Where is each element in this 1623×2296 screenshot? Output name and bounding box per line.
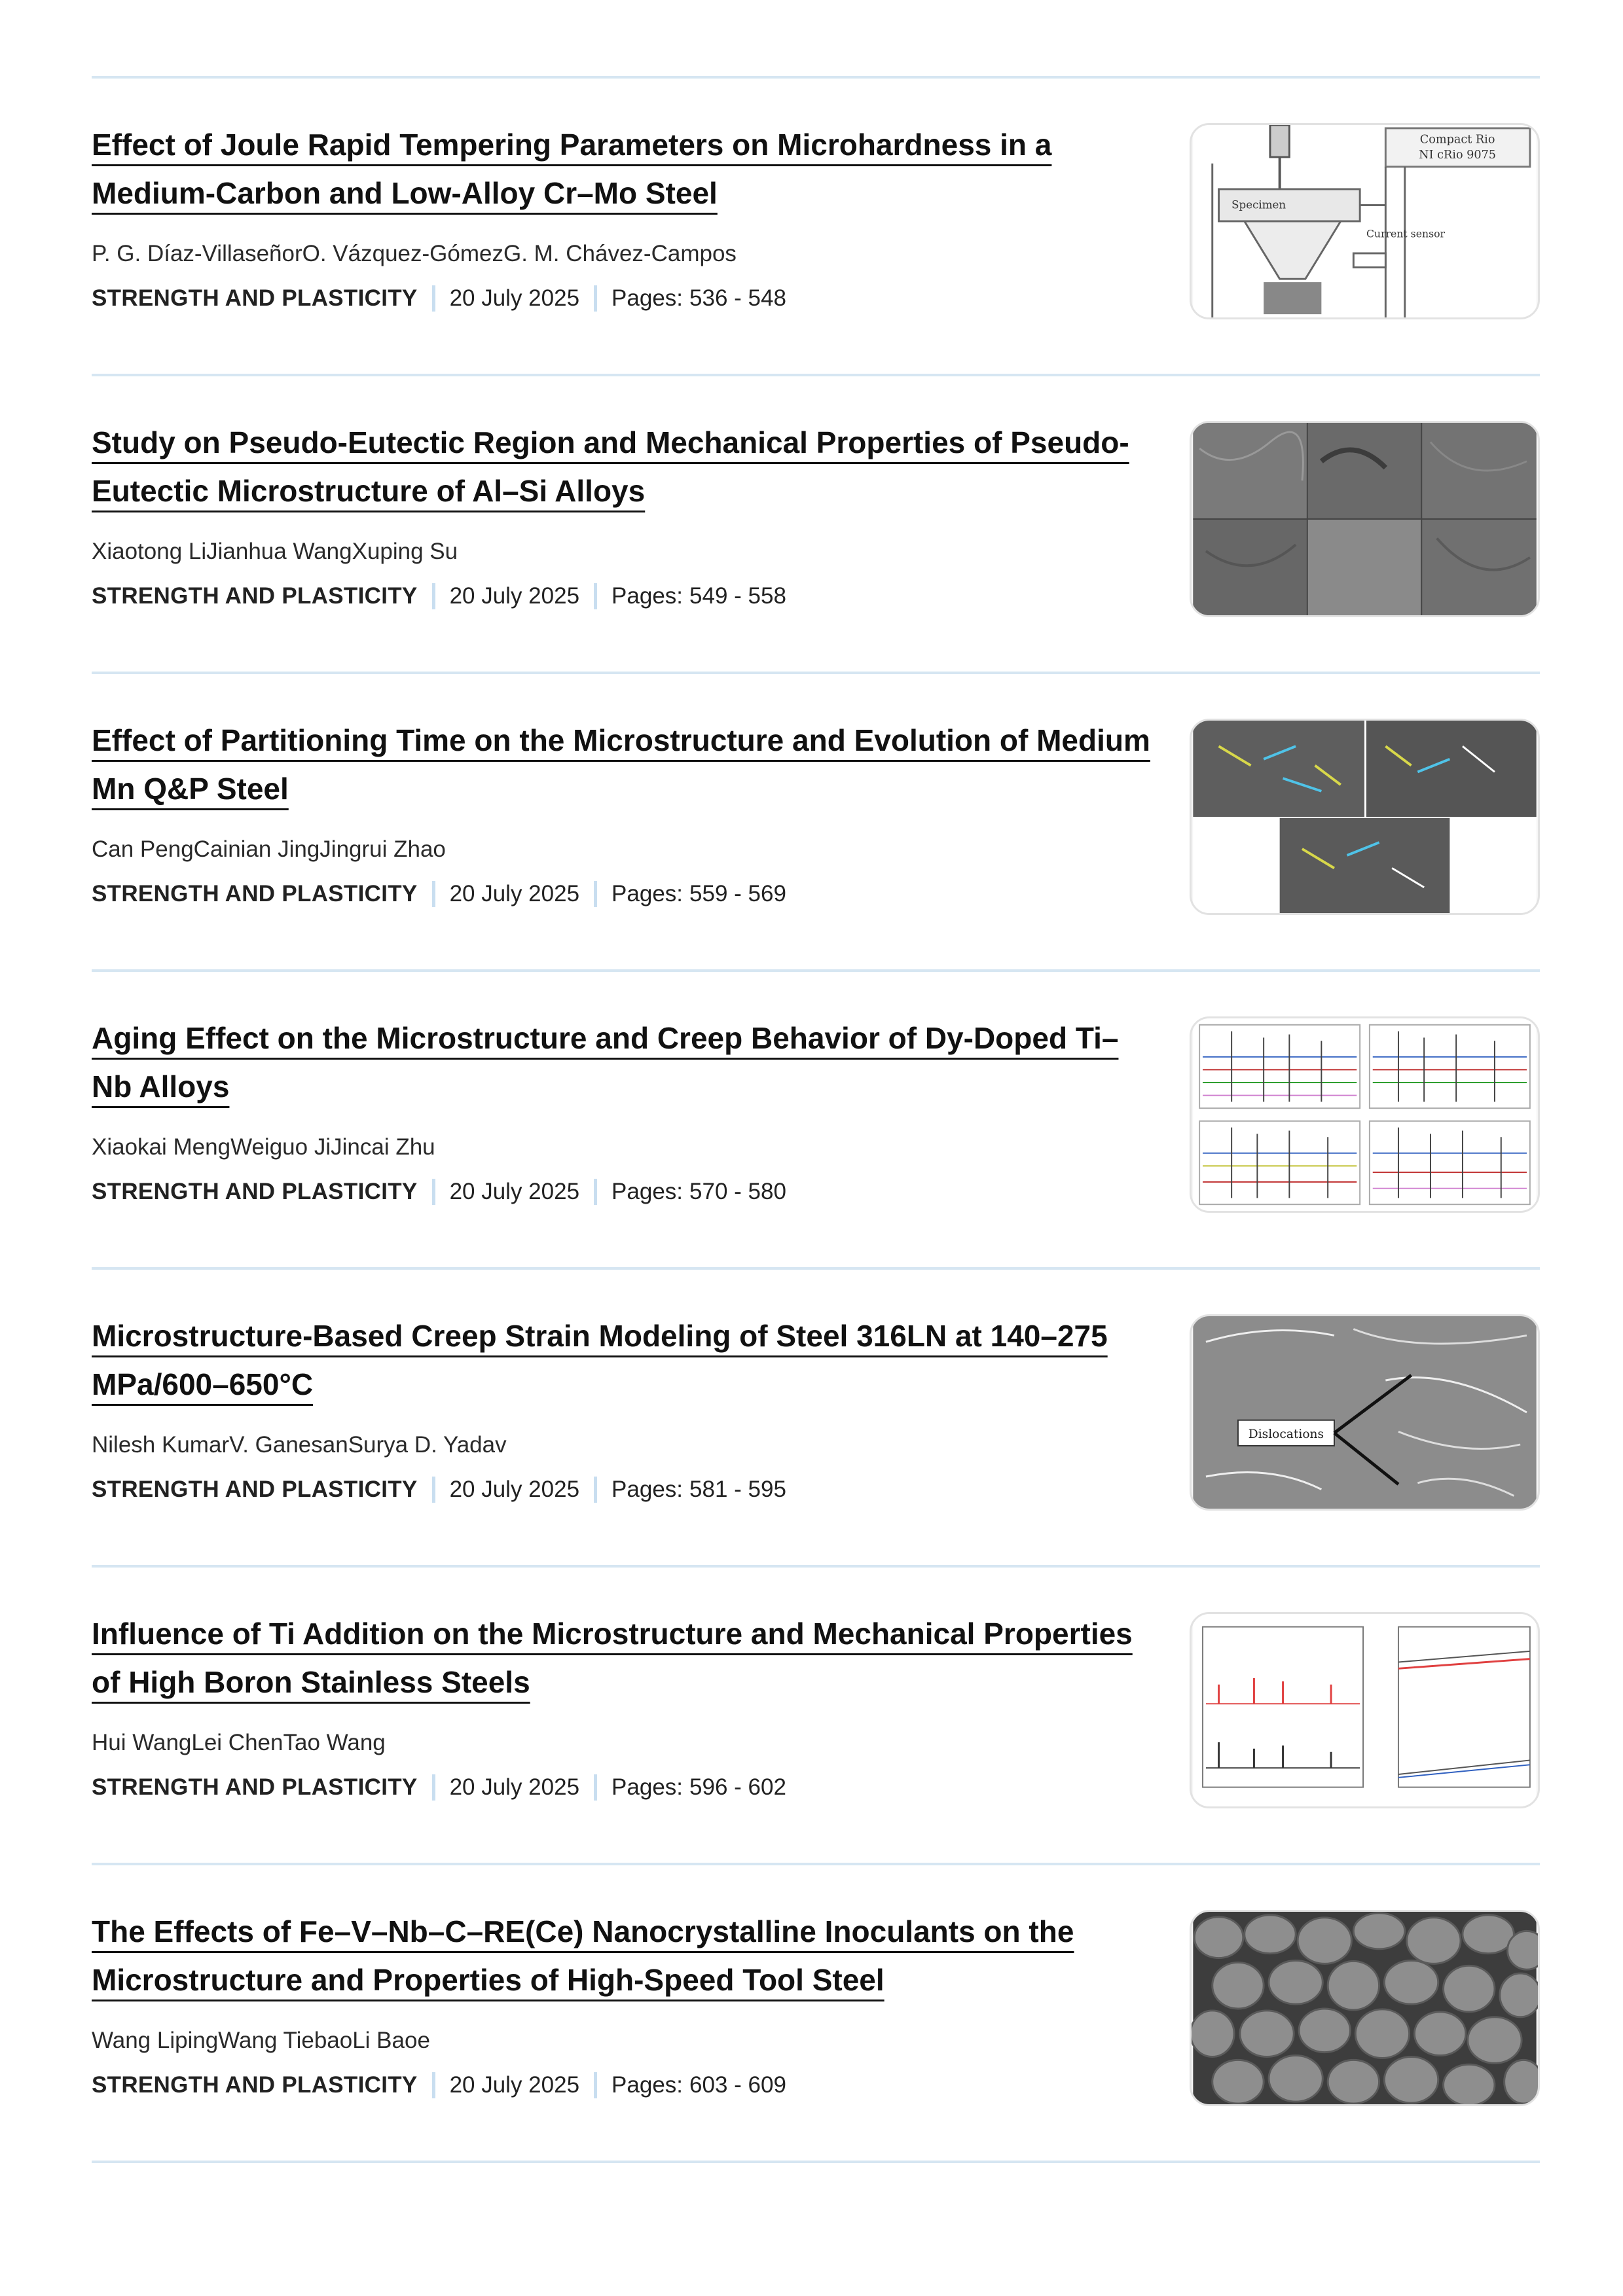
- article-meta: [92, 1179, 786, 1205]
- article-section: STRENGTH AND PLASTICITY: [92, 2072, 418, 2098]
- meta-divider: [594, 1774, 597, 1801]
- article-pages: 603 - 609: [689, 2072, 786, 2098]
- article-pages: 596 - 602: [689, 1774, 786, 1800]
- article-section: STRENGTH AND PLASTICITY: [92, 583, 418, 609]
- meta-divider: [432, 1179, 435, 1205]
- article-authors: Hui WangLei ChenTao Wang: [92, 1730, 386, 1755]
- thumb-label: Dislocations: [1248, 1427, 1324, 1442]
- tem-dislocations-image: [1192, 1316, 1538, 1509]
- article-meta: [92, 2072, 786, 2098]
- article-item: [92, 79, 1540, 374]
- thumb-label: Specimen: [1231, 198, 1286, 211]
- article-date: 20 July 2025: [449, 1179, 580, 1204]
- article-title-link[interactable]: Aging Effect on the Microstructure and Creep Behavior of Dy-Doped Ti–Nb Alloys: [92, 1021, 1119, 1103]
- thumb-label: Current sensor: [1366, 227, 1446, 240]
- article-thumbnail[interactable]: [1190, 1314, 1540, 1511]
- thumb-label: NI cRio 9075: [1419, 148, 1497, 162]
- pages-label: Pages:: [611, 2072, 684, 2098]
- article-item: [92, 1865, 1540, 2161]
- meta-divider: [594, 285, 597, 312]
- article-date: 20 July 2025: [449, 2072, 580, 2098]
- article-thumbnail[interactable]: [1190, 719, 1540, 915]
- pages-label: Pages:: [611, 285, 684, 311]
- pages-label: Pages:: [611, 1774, 684, 1800]
- meta-divider: [594, 2072, 597, 2098]
- article-pages: 570 - 580: [689, 1179, 786, 1204]
- article-title: [92, 1907, 1152, 2004]
- pages-label: Pages:: [611, 1477, 684, 1502]
- apparatus-schematic-image: [1192, 125, 1538, 317]
- pages-label: Pages:: [611, 1179, 684, 1204]
- article-title: [92, 716, 1152, 813]
- meta-divider: [594, 1477, 597, 1503]
- article-authors: Can PengCainian JingJingrui Zhao: [92, 836, 446, 862]
- pages-label: Pages:: [611, 583, 684, 609]
- meta-divider: [432, 1477, 435, 1503]
- meta-divider: [432, 2072, 435, 2098]
- meta-divider: [432, 881, 435, 907]
- article-section: STRENGTH AND PLASTICITY: [92, 1774, 418, 1800]
- article-authors: P. G. Díaz-VillaseñorO. Vázquez-GómezG. M. Chávez-Campos: [92, 241, 737, 266]
- thumb-label: Compact Rio: [1419, 133, 1495, 147]
- pages-label: Pages:: [611, 881, 684, 906]
- article-authors: Wang LipingWang TiebaoLi Baoe: [92, 2028, 430, 2053]
- article-title: [92, 418, 1152, 515]
- article-meta: [92, 1477, 786, 1503]
- article-title: [92, 1014, 1152, 1111]
- article-meta: [92, 583, 786, 609]
- article-section: STRENGTH AND PLASTICITY: [92, 1179, 418, 1204]
- article-item: [92, 972, 1540, 1267]
- article-title: [92, 120, 1152, 217]
- article-item: [92, 376, 1540, 672]
- article-thumbnail[interactable]: [1190, 421, 1540, 617]
- article-title-link[interactable]: The Effects of Fe–V–Nb–C–RE(Ce) Nanocrystalline Inoculants on the Microstructure and Properties of High-Speed Tool Steel: [92, 1914, 1074, 1997]
- article-item: [92, 674, 1540, 969]
- article-pages: 549 - 558: [689, 583, 786, 609]
- meta-divider: [432, 285, 435, 312]
- article-title: [92, 1609, 1152, 1706]
- meta-divider: [432, 1774, 435, 1801]
- article-pages: 559 - 569: [689, 881, 786, 906]
- article-section: STRENGTH AND PLASTICITY: [92, 1477, 418, 1502]
- article-date: 20 July 2025: [449, 1774, 580, 1800]
- meta-divider: [594, 1179, 597, 1205]
- article-title-link[interactable]: Microstructure-Based Creep Strain Modeling of Steel 316LN at 140–275 MPa/600–650°C: [92, 1319, 1108, 1401]
- micrograph-grid-image: [1192, 423, 1538, 615]
- article-thumbnail[interactable]: [1190, 1612, 1540, 1808]
- article-title-link[interactable]: Influence of Ti Addition on the Microstructure and Mechanical Properties of High Boron Stainless Steels: [92, 1617, 1133, 1699]
- article-title: [92, 1312, 1152, 1408]
- article-meta: [92, 1774, 786, 1801]
- article-item: [92, 1270, 1540, 1565]
- article-date: 20 July 2025: [449, 285, 580, 311]
- article-pages: 581 - 595: [689, 1477, 786, 1502]
- article-meta: [92, 881, 786, 907]
- meta-divider: [594, 881, 597, 907]
- carbide-micrograph-image: [1192, 1912, 1538, 2104]
- article-section: STRENGTH AND PLASTICITY: [92, 285, 418, 311]
- xrd-patterns-image: [1192, 1018, 1538, 1211]
- article-date: 20 July 2025: [449, 1477, 580, 1502]
- article-authors: Nilesh KumarV. GanesanSurya D. Yadav: [92, 1432, 507, 1458]
- article-thumbnail[interactable]: [1190, 1910, 1540, 2106]
- article-title-link[interactable]: Study on Pseudo-Eutectic Region and Mechanical Properties of Pseudo-Eutectic Microstructure of Al–Si Alloys: [92, 425, 1129, 508]
- divider: [92, 2161, 1540, 2163]
- sem-micrograph-image: [1192, 721, 1538, 913]
- xrd-phase-diagram-image: [1192, 1614, 1538, 1806]
- article-list: [92, 76, 1540, 2163]
- article-date: 20 July 2025: [449, 881, 580, 906]
- article-title-link[interactable]: Effect of Partitioning Time on the Microstructure and Evolution of Medium Mn Q&P Steel: [92, 723, 1150, 806]
- article-thumbnail[interactable]: [1190, 1016, 1540, 1213]
- article-section: STRENGTH AND PLASTICITY: [92, 881, 418, 906]
- article-thumbnail[interactable]: [1190, 123, 1540, 319]
- article-date: 20 July 2025: [449, 583, 580, 609]
- meta-divider: [432, 583, 435, 609]
- article-authors: Xiaotong LiJianhua WangXuping Su: [92, 539, 458, 564]
- article-item: [92, 1568, 1540, 1863]
- article-pages: 536 - 548: [689, 285, 786, 311]
- article-meta: [92, 285, 786, 312]
- article-title-link[interactable]: Effect of Joule Rapid Tempering Parameters on Microhardness in a Medium-Carbon and Low-Alloy Cr–Mo Steel: [92, 128, 1052, 210]
- meta-divider: [594, 583, 597, 609]
- article-authors: Xiaokai MengWeiguo JiJincai Zhu: [92, 1134, 435, 1160]
